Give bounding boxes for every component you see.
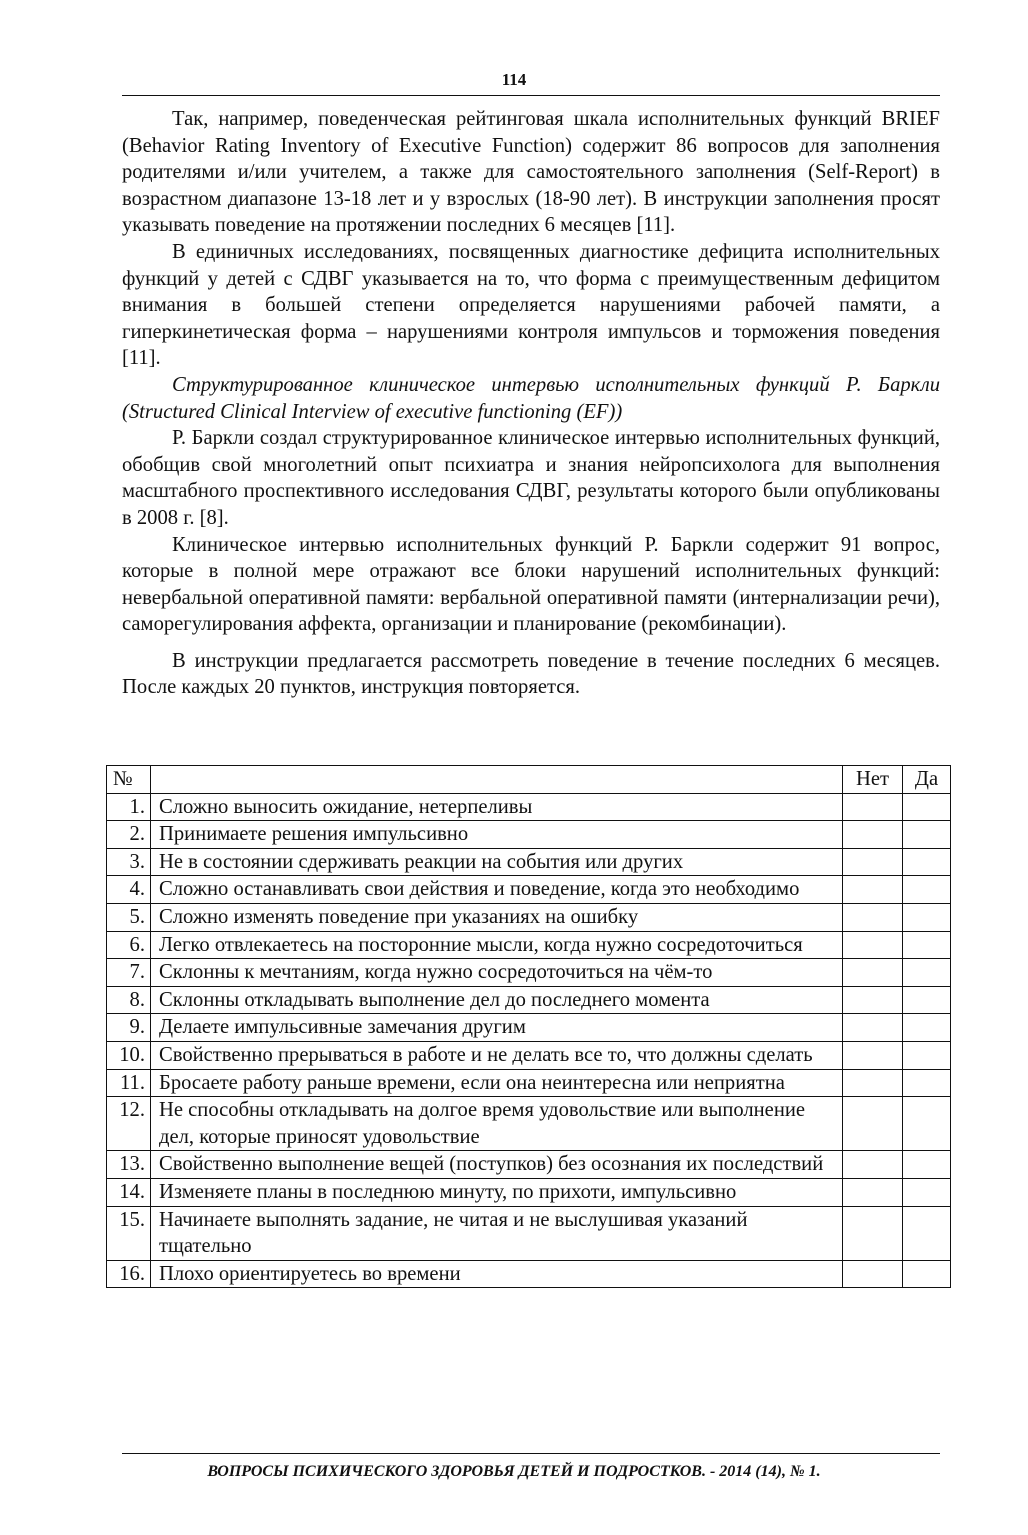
answer-no-cell[interactable] (843, 1069, 903, 1097)
header-rule (122, 95, 940, 96)
footer-rule (122, 1453, 940, 1454)
answer-no-cell[interactable] (843, 1151, 903, 1179)
row-number: 3. (107, 848, 151, 876)
question-text: Сложно изменять поведение при указаниях на ошибку (151, 903, 843, 931)
answer-yes-cell[interactable] (903, 1041, 951, 1069)
paragraph: В инструкции предлагается рассмотреть поведение в течение последних 6 месяцев. После каждых 20 пунктов, инструкция повторяется. (122, 649, 940, 699)
answer-no-cell[interactable] (843, 1260, 903, 1288)
question-text: Принимаете решения импульсивно (151, 821, 843, 849)
question-text: Плохо ориентируетесь во времени (151, 1260, 843, 1288)
table-row (107, 931, 951, 959)
answer-yes-cell[interactable] (903, 1178, 951, 1206)
answer-no-cell[interactable] (843, 931, 903, 959)
answer-yes-cell[interactable] (903, 903, 951, 931)
table-row (107, 959, 951, 987)
answer-yes-cell[interactable] (903, 1014, 951, 1042)
answer-no-cell[interactable] (843, 876, 903, 904)
table-row (107, 986, 951, 1014)
answer-no-cell[interactable] (843, 1178, 903, 1206)
answer-yes-cell[interactable] (903, 793, 951, 821)
question-text: Сложно останавливать свои действия и поведение, когда это необходимо (151, 876, 843, 904)
table-row (107, 1014, 951, 1042)
table-row (107, 1151, 951, 1179)
row-number: 10. (107, 1041, 151, 1069)
row-number: 12. (107, 1097, 151, 1151)
paragraph: Клиническое интервью исполнительных функций Р. Баркли содержит 91 вопрос, которые в полной мере отражают все блоки нарушений исполнительных функций: невербальной оперативной памяти: вербальной оперативной памяти (интернализации речи), саморегулирования аффекта, организации и планирование (рекомбинации). (122, 533, 940, 636)
paragraph: Р. Баркли создал структурированное клиническое интервью исполнительных функций, обобщив свой многолетний опыт психиатра и знания нейропсихолога для выполнения масштабного проспективного исследования СДВГ, результаты которого были опубликованы в 2008 г. [8]. (122, 427, 940, 529)
question-text: Не способны откладывать на долгое время удовольствие или выполнение дел, которые приносят удовольствие (151, 1097, 843, 1151)
question-text: Склонны к мечтаниям, когда нужно сосредоточиться на чём-то (151, 959, 843, 987)
answer-no-cell[interactable] (843, 1206, 903, 1260)
table-row (107, 1097, 951, 1151)
page-number: 114 (501, 70, 527, 89)
article-body (122, 106, 940, 701)
row-number: 7. (107, 959, 151, 987)
answer-no-cell[interactable] (843, 1097, 903, 1151)
answer-no-cell[interactable] (843, 848, 903, 876)
row-number: 2. (107, 821, 151, 849)
row-number: 9. (107, 1014, 151, 1042)
answer-no-cell[interactable] (843, 1014, 903, 1042)
question-text: Склонны откладывать выполнение дел до последнего момента (151, 986, 843, 1014)
answer-no-cell[interactable] (843, 903, 903, 931)
table-row (107, 876, 951, 904)
row-number: 1. (107, 793, 151, 821)
question-text: Свойственно прерываться в работе и не делать все то, что должны сделать (151, 1041, 843, 1069)
answer-no-cell[interactable] (843, 821, 903, 849)
table-row (107, 1206, 951, 1260)
question-text: Делаете импульсивные замечания другим (151, 1014, 843, 1042)
row-number: 14. (107, 1178, 151, 1206)
table-row (107, 1041, 951, 1069)
row-number: 5. (107, 903, 151, 931)
paragraph: В единичных исследованиях, посвященных диагностике дефицита исполнительных функций у детей с СДВГ указывается на то, что форма с преимущественным дефицитом внимания в большей степени определяется нарушениями рабочей памяти, а гиперкинетическая форма – нарушениями контроля импульсов и торможения поведения [11]. (122, 240, 940, 370)
table-row (107, 903, 951, 931)
row-number: 16. (107, 1260, 151, 1288)
question-text: Свойственно выполнение вещей (поступков) без осознания их последствий (151, 1151, 843, 1179)
table-header-row (107, 766, 951, 794)
answer-no-cell[interactable] (843, 1041, 903, 1069)
answer-no-cell[interactable] (843, 959, 903, 987)
row-number: 13. (107, 1151, 151, 1179)
answer-yes-cell[interactable] (903, 848, 951, 876)
table-row (107, 821, 951, 849)
table-row (107, 848, 951, 876)
answer-yes-cell[interactable] (903, 959, 951, 987)
answer-yes-cell[interactable] (903, 986, 951, 1014)
question-text: Не в состоянии сдерживать реакции на события или других (151, 848, 843, 876)
row-number: 4. (107, 876, 151, 904)
question-text: Начинаете выполнять задание, не читая и не выслушивая указаний тщательно (151, 1206, 843, 1260)
table-row (107, 793, 951, 821)
questionnaire-table (106, 765, 951, 1288)
row-number: 15. (107, 1206, 151, 1260)
question-text: Легко отвлекаетесь на посторонние мысли, когда нужно сосредоточиться (151, 931, 843, 959)
paragraph: Так, например, поведенческая рейтинговая шкала исполнительных функций BRIEF (Behavior Rating Inventory of Executive Function) содержит 86 вопросов для заполнения родителями и/или учителем, а также для самостоятельного заполнения (Self-Report) в возрастном диапазоне 13-18 лет и у взрослых (18-90 лет). В инструкции заполнения просят указывать поведение на протяжении последних 6 месяцев [11]. (122, 108, 940, 237)
table-row (107, 1260, 951, 1288)
answer-no-cell[interactable] (843, 793, 903, 821)
question-text: Бросаете работу раньше времени, если она неинтересна или неприятна (151, 1069, 843, 1097)
answer-yes-cell[interactable] (903, 1206, 951, 1260)
table-row (107, 1178, 951, 1206)
answer-yes-cell[interactable] (903, 1069, 951, 1097)
answer-yes-cell[interactable] (903, 876, 951, 904)
section-heading: Структурированное клиническое интервью исполнительных функций Р. Баркли (Structured Clinical Interview of executive functioning (EF)) (122, 373, 940, 423)
column-header-yes: Да (903, 766, 951, 794)
question-text: Сложно выносить ожидание, нетерпеливы (151, 793, 843, 821)
answer-yes-cell[interactable] (903, 1151, 951, 1179)
column-header-no: Нет (843, 766, 903, 794)
column-header-question (151, 766, 843, 794)
row-number: 8. (107, 986, 151, 1014)
answer-yes-cell[interactable] (903, 1097, 951, 1151)
answer-yes-cell[interactable] (903, 931, 951, 959)
row-number: 6. (107, 931, 151, 959)
answer-yes-cell[interactable] (903, 821, 951, 849)
answer-no-cell[interactable] (843, 986, 903, 1014)
answer-yes-cell[interactable] (903, 1260, 951, 1288)
question-text: Изменяете планы в последнюю минуту, по прихоти, импульсивно (151, 1178, 843, 1206)
row-number: 11. (107, 1069, 151, 1097)
journal-footer: ВОПРОСЫ ПСИХИЧЕСКОГО ЗДОРОВЬЯ ДЕТЕЙ И ПОДРОСТКОВ. - 2014 (14), № 1. (207, 1463, 821, 1480)
table-row (107, 1069, 951, 1097)
column-header-number: № (107, 766, 151, 794)
